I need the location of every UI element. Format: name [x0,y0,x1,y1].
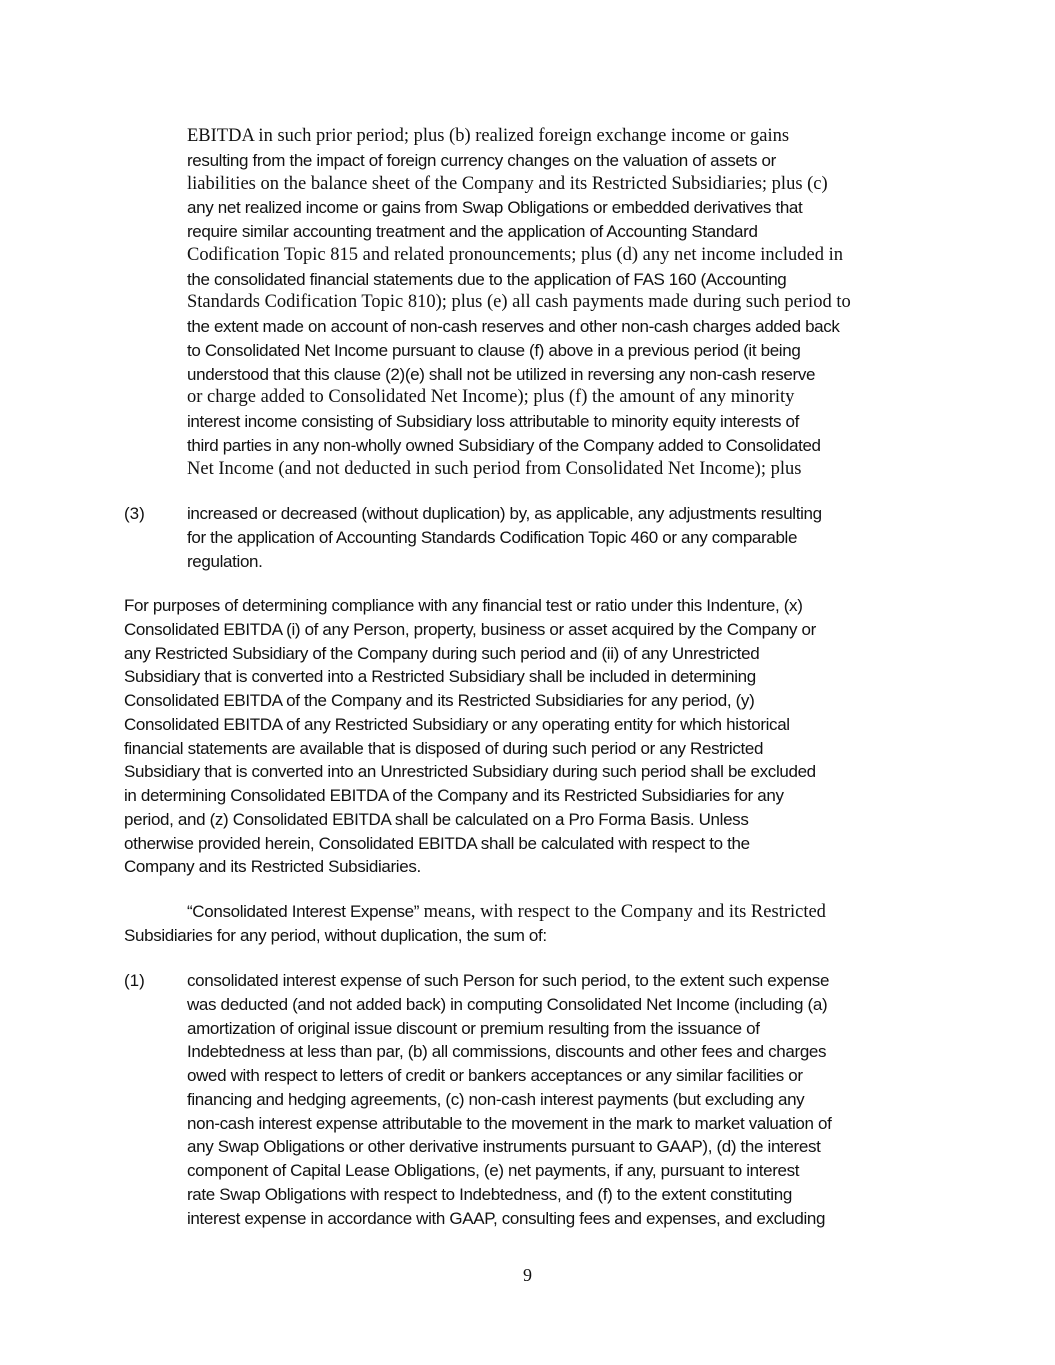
defined-term: “Consolidated Interest Expense” [187,902,420,921]
text-line: rate Swap Obligations with respect to Indebtedness, and (f) to the extent constituting [187,1184,792,1204]
text-line: any Swap Obligations or other derivative instruments pursuant to GAAP), (d) the interest [187,1137,821,1157]
text-line: Subsidiary that is converted into a Restricted Subsidiary shall be included in determining [124,667,756,687]
text-line: in determining Consolidated EBITDA of the Company and its Restricted Subsidiaries for any [124,786,784,805]
text-line: Indebtedness at less than par, (b) all commissions, discounts and other fees and charges [187,1042,827,1062]
text-line: interest income consisting of Subsidiary loss attributable to minority equity interests of [187,412,799,431]
text-line: increased or decreased (without duplication) by, as applicable, any adjustments resulting [187,504,822,523]
text-line: resulting from the impact of foreign currency changes on the valuation of assets or [187,150,776,170]
text-line: Codification Topic 815 and related pronouncements; plus (d) any net income included in [187,244,843,265]
text-line: Subsidiary that is converted into an Unrestricted Subsidiary during such period shall be excluded [124,762,816,782]
text-line: Consolidated EBITDA of the Company and its Restricted Subsidiaries for any period, (y) [124,691,755,710]
text-line: was deducted (and not added back) in computing Consolidated Net Income (including (a) [187,994,828,1014]
text-line: the consolidated financial statements due to the application of FAS 160 (Accounting [187,269,787,289]
text-line: component of Capital Lease Obligations, (e) net payments, if any, pursuant to interest [187,1161,800,1180]
definition-text: means, with respect to the Company and its Restricted [419,902,826,922]
text-line: third parties in any non-wholly owned Subsidiary of the Company added to Consolidated [187,435,821,455]
text-line: non-cash interest expense attributable to the movement in the mark to market valuation of [187,1113,832,1133]
text-line: EBITDA in such prior period; plus (b) realized foreign exchange income or gains [187,126,790,146]
item-3-text [187,502,822,573]
text-line: For purposes of determining compliance with any financial test or ratio under this Indenture, (x) [124,596,803,615]
text-line: for the application of Accounting Standards Codification Topic 460 or any comparable [187,527,798,547]
text-line: Net Income (and not deducted in such period from Consolidated Net Income); plus [187,458,802,479]
text-line: require similar accounting treatment and the application of Accounting Standard [187,222,758,241]
text-line: Standards Codification Topic 810); plus (e) all cash payments made during such period to [187,292,851,313]
text-line: to Consolidated Net Income pursuant to clause (f) above in a previous period (it being [187,340,801,360]
text-line: any Restricted Subsidiary of the Company during such period and (ii) of any Unrestricted [124,643,760,663]
compliance-paragraph [124,594,816,879]
text-line: liabilities on the balance sheet of the Company and its Restricted Subsidiaries; plus (c) [187,173,828,194]
item-label-1: (1) [124,971,145,990]
definition-line: Subsidiaries for any period, without duplication, the sum of: [124,925,547,945]
text-line: period, and (z) Consolidated EBITDA shall be calculated on a Pro Forma Basis. Unless [124,809,749,829]
text-line: regulation. [187,551,263,571]
text-line: financing and hedging agreements, (c) non-cash interest payments (but excluding any [187,1089,805,1109]
item-1-text [187,969,832,1230]
text-line: interest expense in accordance with GAAP, consulting fees and expenses, and excluding [187,1208,826,1228]
item-label-3: (3) [124,504,145,523]
text-line: otherwise provided herein, Consolidated EBITDA shall be calculated with respect to the [124,833,750,853]
text-line: owed with respect to letters of credit or bankers acceptances or any similar facilities or [187,1066,803,1085]
continuation-paragraph [187,125,851,481]
text-line: Consolidated EBITDA (i) of any Person, property, business or asset acquired by the Company or [124,619,816,639]
text-line: Consolidated EBITDA of any Restricted Subsidiary or any operating entity for which historical [124,714,790,734]
text-line: financial statements are available that is disposed of during such period or any Restricted [124,738,764,758]
text-line: Company and its Restricted Subsidiaries. [124,857,421,877]
text-line: understood that this clause (2)(e) shall not be utilized in reversing any non-cash reserve [187,364,816,384]
text-line: any net realized income or gains from Swap Obligations or embedded derivatives that [187,198,803,218]
text-line: amortization of original issue discount or premium resulting from the issuance of [187,1018,760,1038]
text-line: the extent made on account of non-cash reserves and other non-cash charges added back [187,317,840,336]
text-line: or charge added to Consolidated Net Income); plus (f) the amount of any minority [187,387,795,408]
text-line: consolidated interest expense of such Person for such period, to the extent such expense [187,971,830,990]
page-number: 9 [523,1265,532,1285]
definition-paragraph [124,900,826,948]
